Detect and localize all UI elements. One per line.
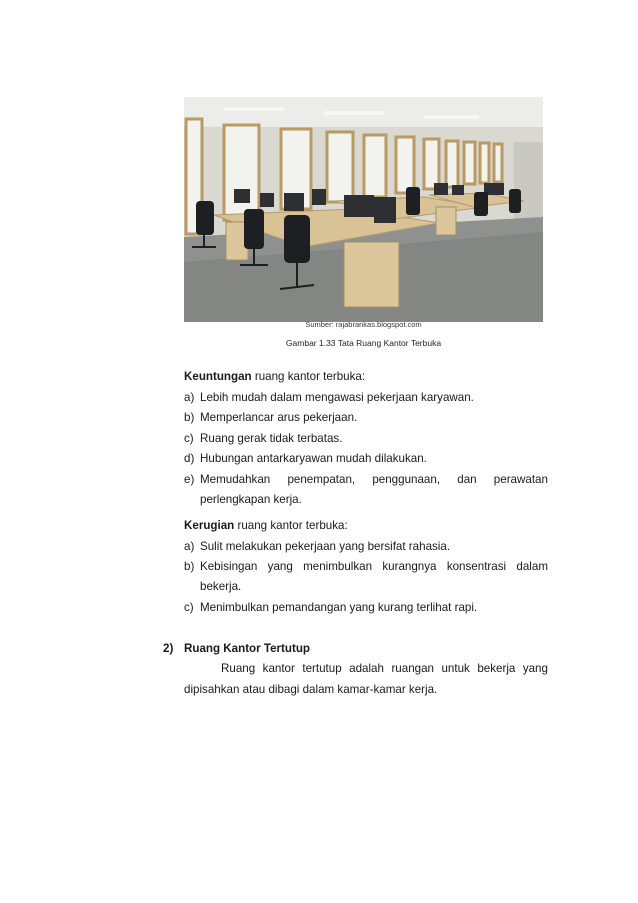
keuntungan-item-a xyxy=(184,391,548,405)
word: kurangnya xyxy=(382,560,437,573)
item-text: Sulit melakukan pekerjaan yang bersifat rahasia. xyxy=(200,540,451,553)
word: dan xyxy=(457,473,477,486)
keuntungan-heading-bold: Keuntungan xyxy=(184,370,252,383)
word: yang xyxy=(522,662,548,675)
word: yang xyxy=(267,560,293,573)
item-label: d) xyxy=(184,452,195,465)
item-label: b) xyxy=(184,560,195,573)
word: kantor xyxy=(262,662,295,675)
item-label: c) xyxy=(184,601,194,614)
kerugian-item-b-continuation: bekerja. xyxy=(200,580,242,593)
item-label: a) xyxy=(184,391,195,404)
word: Memudahkan xyxy=(200,473,271,486)
item-text-justified xyxy=(200,560,548,574)
keuntungan-item-e-continuation: perlengkapan kerja. xyxy=(200,493,302,506)
open-office-illustration xyxy=(184,97,543,322)
keuntungan-item-c xyxy=(184,432,548,446)
figure-source: Sumber: rajabrankas.blogspot.com xyxy=(305,320,422,329)
item-label: e) xyxy=(184,473,195,486)
item-text: Lebih mudah dalam mengawasi pekerjaan karyawan. xyxy=(200,391,474,404)
word: perawatan xyxy=(493,473,548,486)
item-text: Memperlancar arus pekerjaan. xyxy=(200,411,358,424)
kerugian-heading-bold: Kerugian xyxy=(184,519,235,532)
word: untuk xyxy=(441,662,470,675)
keuntungan-heading-rest: ruang kantor terbuka: xyxy=(251,370,366,383)
word: Ruang xyxy=(221,662,256,675)
item-label: a) xyxy=(184,540,195,553)
kerugian-heading xyxy=(184,519,348,533)
word: bekerja xyxy=(477,662,516,675)
word: penggunaan, xyxy=(372,473,441,486)
figure-caption: Gambar 1.33 Tata Ruang Kantor Terbuka xyxy=(285,338,442,348)
item-label: c) xyxy=(184,432,194,445)
word: ruangan xyxy=(391,662,434,675)
kerugian-heading-rest: ruang kantor terbuka: xyxy=(234,519,348,532)
section-2-paragraph-line-1 xyxy=(221,662,548,676)
word: tertutup xyxy=(302,662,342,675)
keuntungan-item-d xyxy=(184,452,548,466)
word: menimbulkan xyxy=(303,560,373,573)
keuntungan-heading xyxy=(184,370,365,384)
word: dalam xyxy=(516,560,548,573)
section-2-title: Ruang Kantor Tertutup xyxy=(184,642,311,655)
kerugian-item-c xyxy=(184,601,548,615)
item-text: Menimbulkan pemandangan yang kurang terlihat rapi. xyxy=(200,601,478,614)
keuntungan-item-b xyxy=(184,411,548,425)
word: konsentrasi xyxy=(446,560,507,573)
item-label: b) xyxy=(184,411,195,424)
section-2-number: 2) xyxy=(163,642,174,655)
item-text: Ruang gerak tidak terbatas. xyxy=(200,432,343,445)
item-text-justified xyxy=(200,473,548,487)
keuntungan-item-e xyxy=(184,473,548,487)
office-photo xyxy=(184,97,543,322)
word: Kebisingan xyxy=(200,560,258,573)
kerugian-item-b xyxy=(184,560,548,574)
kerugian-item-a xyxy=(184,540,548,554)
item-text: Hubungan antarkaryawan mudah dilakukan. xyxy=(200,452,427,465)
word: penempatan, xyxy=(287,473,356,486)
word: adalah xyxy=(349,662,384,675)
section-2-paragraph-line-2: dipisahkan atau dibagi dalam kamar-kamar kerja. xyxy=(184,683,438,696)
